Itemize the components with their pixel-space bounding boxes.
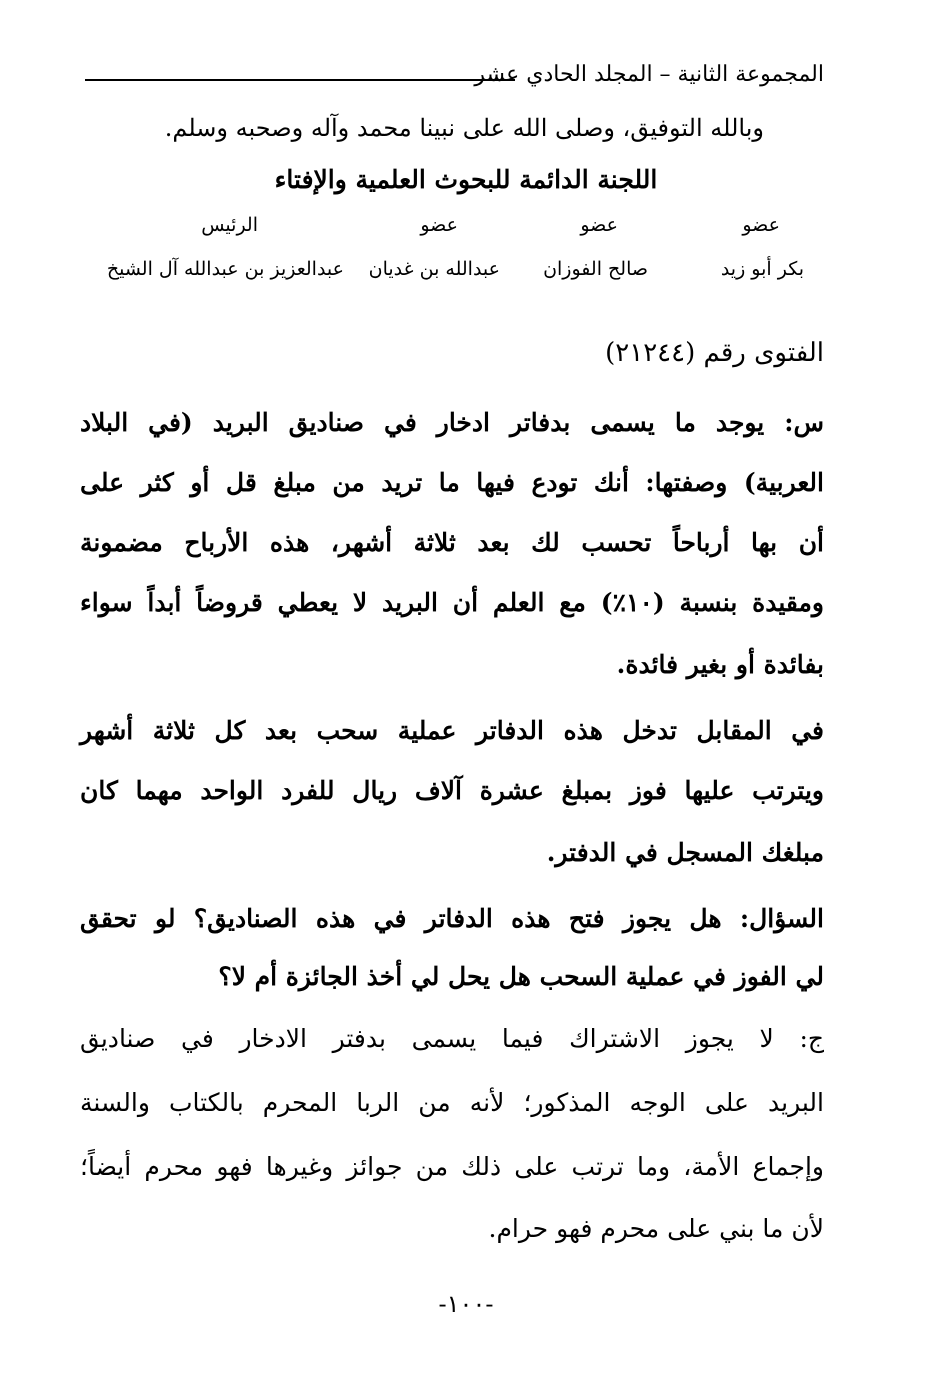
closing-line: وبالله التوفيق، وصلى الله على نبينا محمد وآله وصحبه وسلم. <box>164 114 764 142</box>
fatwa-number: الفتوى رقم (٢١٢٤٤) <box>605 338 824 368</box>
role-label: الرئيس <box>201 214 258 236</box>
answer-line: لأن ما بني على محرم فهو حرام. <box>488 1214 824 1243</box>
member-name: صالح الفوزان <box>543 258 648 280</box>
question-line: السؤال: هل يجوز فتح هذه الدفاتر في هذه الصناديق؟ لو تحقق <box>80 904 824 933</box>
running-header: المجموعة الثانية – المجلد الحادي عشر <box>474 62 824 87</box>
question-line: في المقابل تدخل هذه الدفاتر عملية سحب بعد كل ثلاثة أشهر <box>80 716 824 745</box>
answer-line: وإجماع الأمة، وما ترتب على ذلك من جوائز وغيرها فهو محرم أيضاً؛ <box>80 1152 824 1181</box>
member-name: عبدالعزيز بن عبدالله آل الشيخ <box>106 258 344 280</box>
question-line: ويترتب عليها فوز بمبلغ عشرة آلاف ريال للفرد الواحد مهما كان <box>80 776 824 805</box>
page-number: -١٠٠- <box>438 1290 494 1318</box>
question-line: س: يوجد ما يسمى بدفاتر ادخار في صناديق البريد (في البلاد <box>80 408 824 437</box>
question-line: العربية) وصفتها: أنك تودع فيها ما تريد من مبلغ قل أو كثر على <box>80 468 824 497</box>
member-name: بكر أبو زيد <box>720 258 804 280</box>
answer-line: ج: لا يجوز الاشتراك فيما يسمى بدفتر الادخار في صناديق <box>80 1024 824 1053</box>
member-name: عبدالله بن غديان <box>368 258 500 280</box>
question-line: أن بها أرباحاً تحسب لك بعد ثلاثة أشهر، هذه الأرباح مضمونة <box>80 528 824 557</box>
role-label: عضو <box>580 214 618 236</box>
question-line: لي الفوز في عملية السحب هل يحل لي أخذ الجائزة أم لا؟ <box>218 962 824 991</box>
role-label: عضو <box>420 214 458 236</box>
question-line: ومقيدة بنسبة (١٠٪) مع العلم أن البريد لا يعطي قروضاً أبداً سواء <box>80 588 824 617</box>
question-line: مبلغك المسجل في الدفتر. <box>546 838 824 867</box>
answer-line: البريد على الوجه المذكور؛ لأنه من الربا المحرم بالكتاب والسنة <box>80 1088 824 1117</box>
question-line: بفائدة أو بغير فائدة. <box>616 650 824 679</box>
role-label: عضو <box>742 214 780 236</box>
committee-name: اللجنة الدائمة للبحوث العلمية والإفتاء <box>274 165 658 194</box>
header-rule <box>85 79 515 81</box>
